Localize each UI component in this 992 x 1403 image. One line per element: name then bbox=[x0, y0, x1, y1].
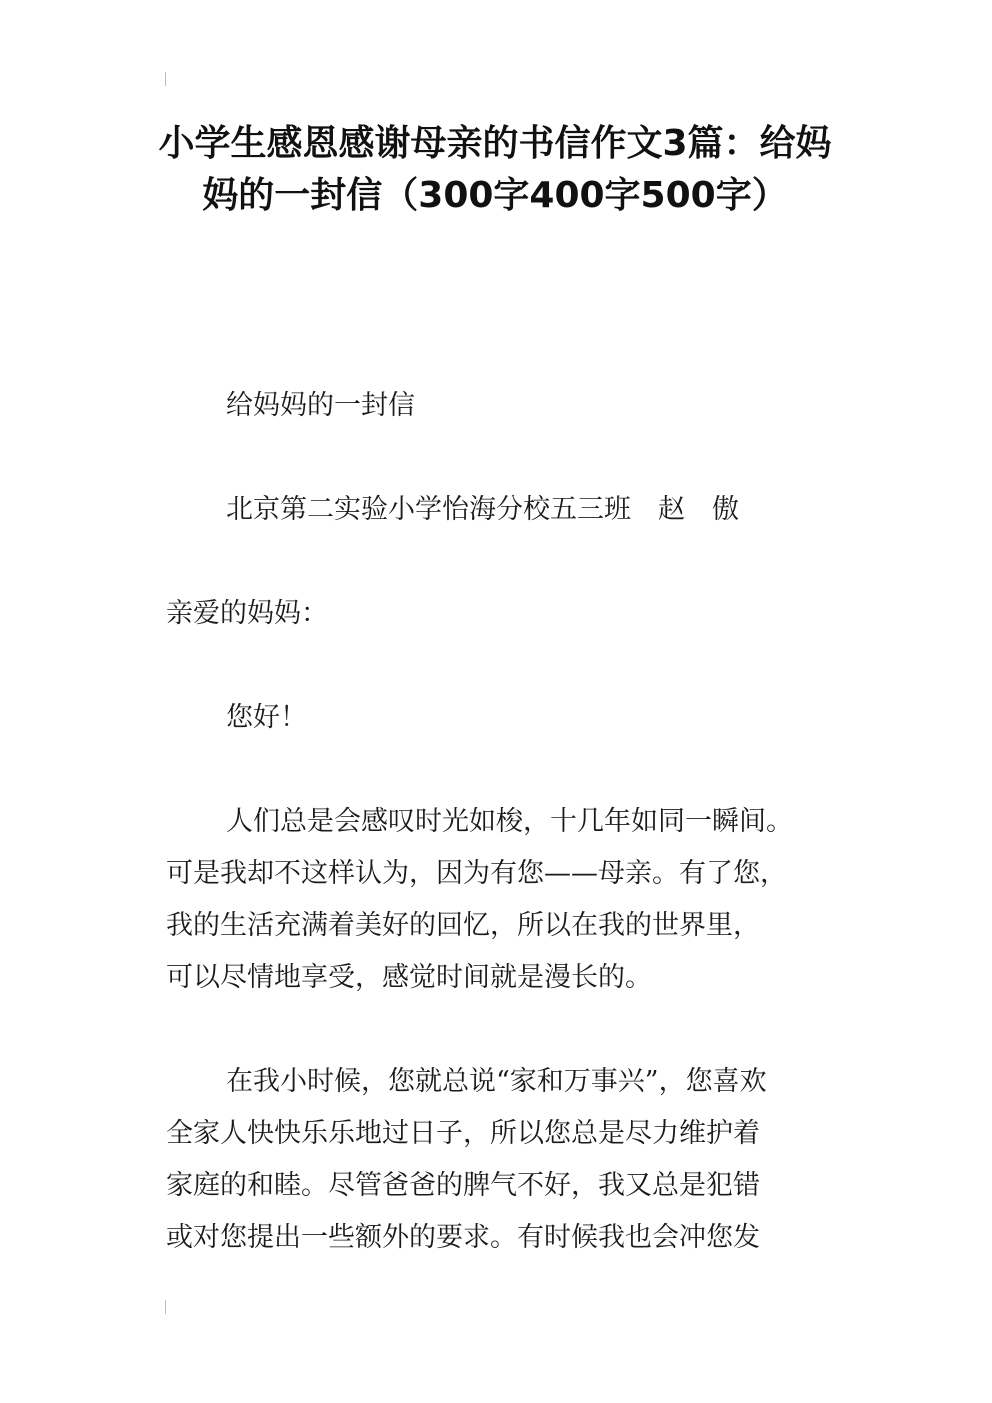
paragraph-2-line: 或对您提出一些额外的要求。有时候我也会冲您发 bbox=[166, 1222, 760, 1253]
paragraph-1-line: 可是我却不这样认为，因为有您——母亲。有了您， bbox=[166, 858, 787, 889]
paragraph-1-line: 人们总是会感叹时光如梭，十几年如同一瞬间。 bbox=[226, 806, 793, 837]
paragraph-1 bbox=[166, 796, 846, 1004]
paragraph-2 bbox=[166, 1056, 846, 1264]
paragraph-1-line: 我的生活充满着美好的回忆，所以在我的世界里， bbox=[166, 910, 760, 941]
greeting: 您好！ bbox=[226, 702, 307, 733]
document-title: 小学生感恩感谢母亲的书信作文3篇：给妈妈的一封信（300字400字500字） bbox=[158, 123, 832, 216]
page-corner-mark-top bbox=[165, 72, 166, 86]
paragraph-2-line: 家庭的和睦。尽管爸爸的脾气不好，我又总是犯错 bbox=[166, 1170, 760, 1201]
paragraph-2-line: 在我小时候，您就总说“家和万事兴”，您喜欢 bbox=[226, 1066, 767, 1097]
paragraph-2-line: 全家人快快乐乐地过日子，所以您总是尽力维护着 bbox=[166, 1118, 760, 1149]
author-line: 北京第二实验小学怡海分校五三班 赵 傲 bbox=[226, 494, 739, 525]
page-corner-mark-bottom bbox=[165, 1300, 166, 1314]
letter-heading: 给妈妈的一封信 bbox=[226, 390, 415, 421]
salutation: 亲爱的妈妈： bbox=[166, 598, 328, 629]
paragraph-1-line: 可以尽情地享受，感觉时间就是漫长的。 bbox=[166, 962, 652, 993]
